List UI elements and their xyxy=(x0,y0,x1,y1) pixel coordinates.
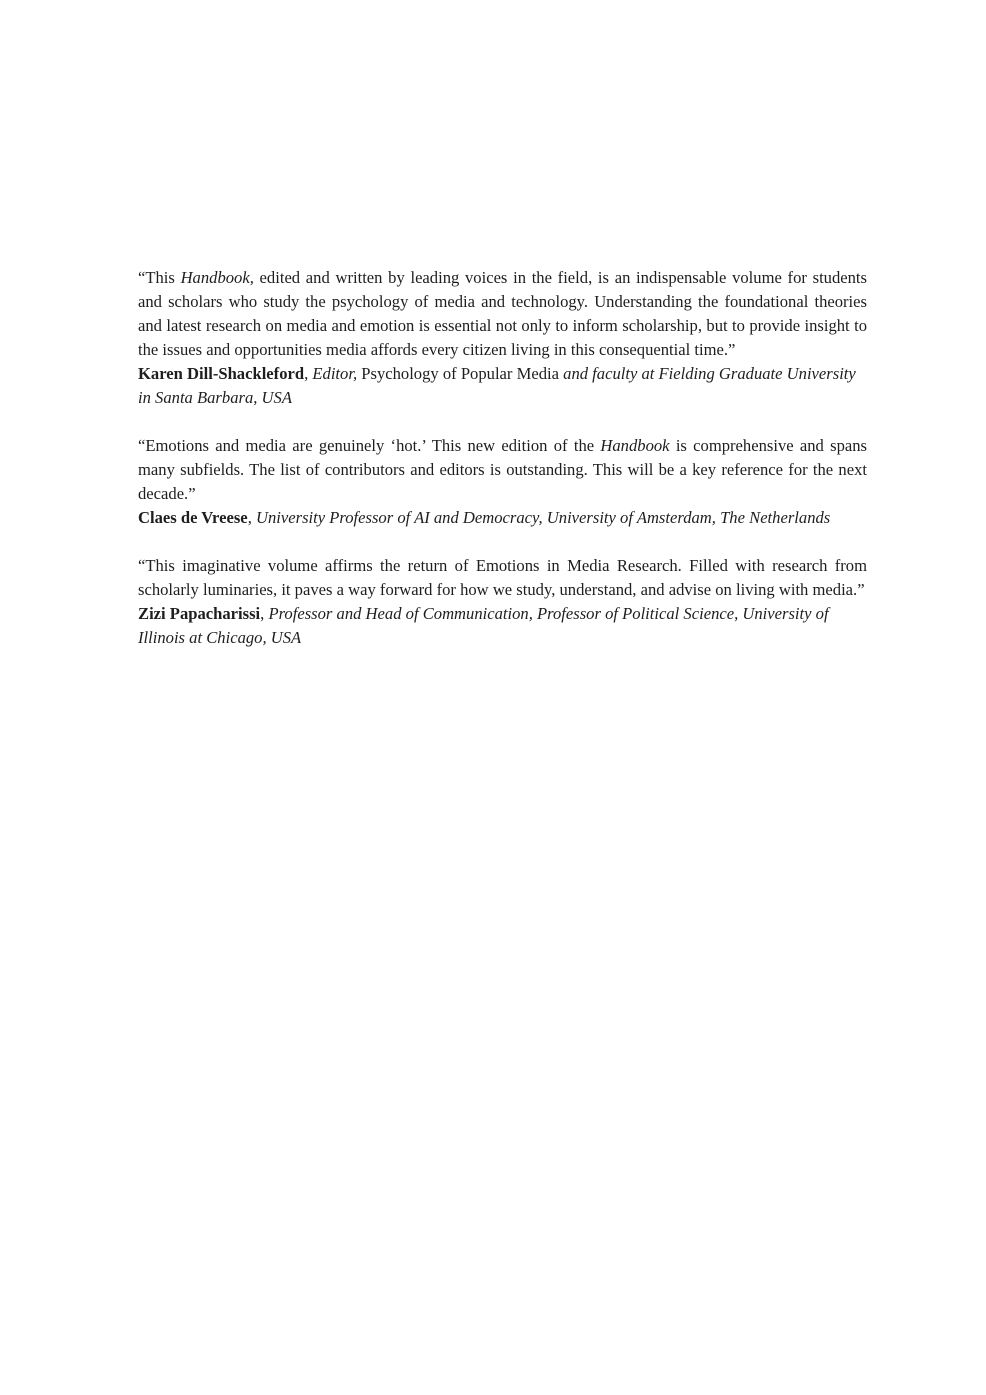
endorser-affiliation: Professor and Head of Communication, Professor of Political Science, University of Illinois at Chicago, USA xyxy=(138,604,829,647)
quote-text: “This xyxy=(138,268,181,287)
endorsement-attribution xyxy=(138,602,867,650)
endorser-role: Editor, xyxy=(312,364,358,383)
endorser-name: Claes de Vreese xyxy=(138,508,248,527)
endorsement-quote xyxy=(138,434,867,506)
quote-emphasis: Handbook xyxy=(600,436,670,455)
quote-emphasis: Handbook, xyxy=(180,268,254,287)
attribution-separator: , xyxy=(247,508,256,527)
endorser-name: Zizi Papacharissi xyxy=(138,604,261,623)
endorsements-section xyxy=(138,266,867,674)
endorser-name: Karen Dill-Shackleford xyxy=(138,364,305,383)
endorsement-papacharissi xyxy=(138,554,867,650)
endorser-journal: Psychology of Popular Media xyxy=(357,364,564,383)
endorsement-de-vreese xyxy=(138,434,867,530)
attribution-separator: , xyxy=(260,604,269,623)
quote-text: edited and written by leading voices in the field, is an indispensable volume for students and scholars who study the psychology of media and technology. Understanding the foundational theories and latest research on media and emotion is essential not only to inform scholarship, but to provide insight to the issues and opportunities media affords every citizen living in this consequential time.” xyxy=(138,268,867,359)
endorsement-attribution xyxy=(138,362,867,410)
endorser-affiliation: University Professor of AI and Democracy, University of Amsterdam, The Netherlands xyxy=(255,508,831,527)
endorsement-quote xyxy=(138,266,867,362)
endorsement-quote: “This imaginative volume affirms the return of Emotions in Media Research. Filled with research from scholarly luminaries, it paves a way forward for how we study, understand, and advise on living with media.” xyxy=(138,556,867,599)
endorser-affiliation: and faculty at Fielding Graduate University in Santa Barbara, USA xyxy=(138,364,856,407)
endorsement-dill-shackleford xyxy=(138,266,867,410)
endorsement-attribution xyxy=(138,506,867,530)
attribution-separator: , xyxy=(304,364,313,383)
quote-text: is comprehensive and spans many subfields. The list of contributors and editors is outstanding. This will be a key reference for the next decade.” xyxy=(138,436,867,503)
quote-text: “Emotions and media are genuinely ‘hot.’ This new edition of the xyxy=(138,436,601,455)
